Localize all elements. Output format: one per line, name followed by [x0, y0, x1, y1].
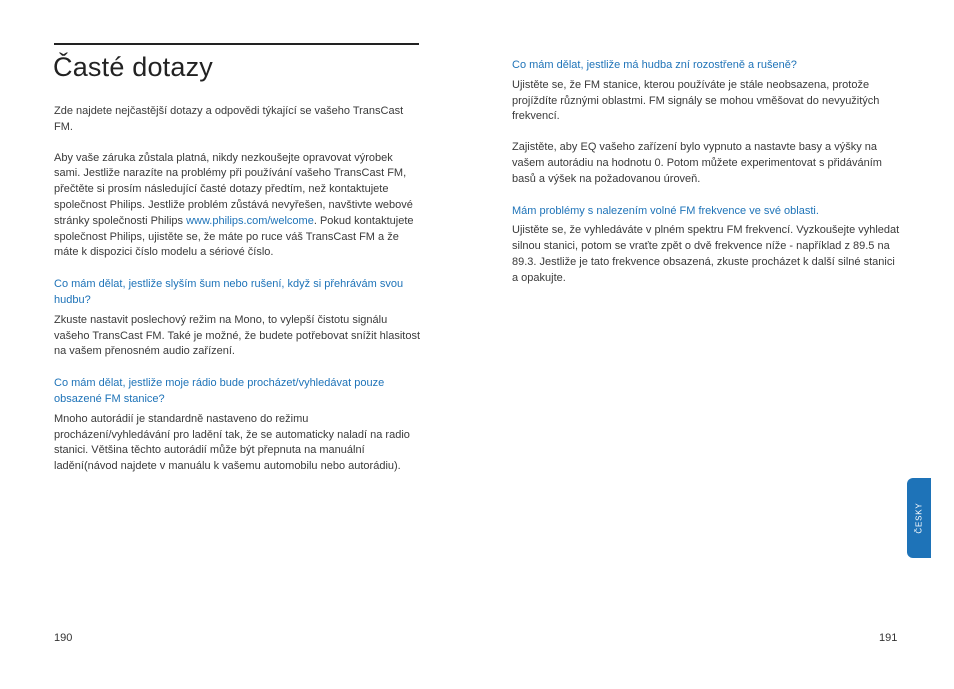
answer-noise: Zkuste nastavit poslechový režim na Mono, to vylepší čistotu signálu vašeho TransCast FM. Také je možné, že budete potřebovat snížit hlasitost na vašem přenosném audio zařízení. — [54, 313, 421, 358]
question-distorted: Co mám dělat, jestliže má hudba zní rozostřeně a rušeně? — [512, 59, 797, 71]
page-number-right: 191 — [879, 632, 898, 644]
answer-distorted-2: Zajistěte, aby EQ vašeho zařízení bylo vypnuto a nastavte basy a výšky na vašem autorádiu na hodnotu 0. Potom můžete experimentovat s přidáváním basů a výšek na požadovanou úroveň. — [512, 141, 882, 185]
right-column — [512, 58, 902, 287]
language-tab — [907, 478, 931, 558]
warranty-text-before: Aby vaše záruka zůstala platná, nikdy nezkoušejte opravovat výrobek sami. Jestliže narazíte na problémy při používání vašeho TransCast FM, přečtěte si prosím následující časté dotazy předtím, než kontaktujete společnost Philips. Jestliže problém zůstává nevyřešen, navštivte webové stránky společnosti Philips — [54, 151, 413, 227]
warranty-paragraph — [54, 151, 422, 262]
intro-paragraph: Zde najdete nejčastější dotazy a odpovědi týkající se vašeho TransCast FM. — [54, 105, 404, 133]
answer-free-frequency: Ujistěte se, že vyhledáváte v plném spektru FM frekvencí. Vyzkoušejte vyhledat silnou stanici, potom se vraťte zpět o dvě frekvence níže - například z 89.5 na 89.3. Jestliže je tato frekvence obsazená, zkuste procházet k další silné stanici a opakujte. — [512, 224, 900, 284]
answer-distorted-1: Ujistěte se, že FM stanice, kterou používáte je stále neobsazena, protože projíždíte různými oblastmi. FM signály se mohou vměšovat do nevyužitých frekvencí. — [512, 78, 880, 123]
left-column — [54, 104, 422, 475]
question-noise: Co mám dělat, jestliže slyším šum nebo rušení, když si přehrávám svou hudbu? — [54, 278, 404, 306]
warranty-text-after: . Pokud kontaktujete společnost Philips, ujistěte se, že máte po ruce váš TransCast FM a že máte k dispozici číslo modelu a sériové číslo. — [54, 214, 414, 259]
page-title: Časté dotazy — [53, 52, 213, 82]
question-scan: Co mám dělat, jestliže moje rádio bude procházet/vyhledávat pouze obsazené FM stanice? — [54, 377, 385, 405]
question-free-frequency: Mám problémy s nalezením volné FM frekvence ve své oblasti. — [512, 204, 819, 217]
title-rule — [54, 43, 419, 45]
language-tab-label: ČESKY — [914, 502, 924, 534]
page-number-left: 190 — [54, 632, 73, 644]
philips-website-link[interactable]: www.philips.com/welcome — [186, 214, 314, 227]
answer-scan: Mnoho autorádií je standardně nastaveno do režimu procházení/vyhledávání pro ladění tak, že se automaticky naladí na radio stanici. Většina těchto autorádií může být přepnuta na manuální ladění(návod najdete v manuálu k vašemu automobilu nebo autorádiu). — [54, 412, 410, 473]
right-page — [477, 0, 954, 689]
